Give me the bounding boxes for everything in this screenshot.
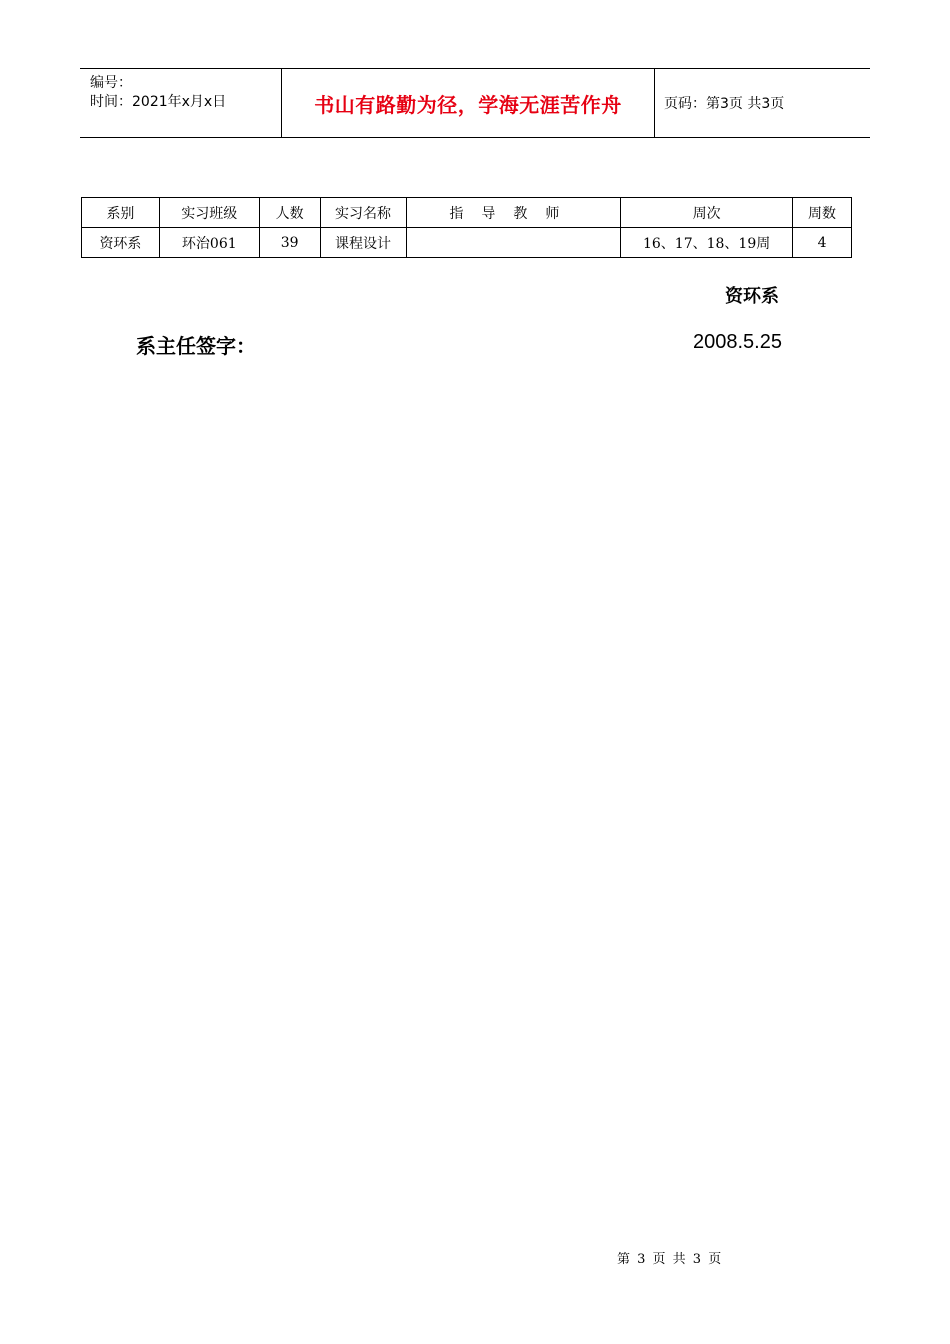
cell-teacher: [406, 228, 621, 258]
signature-date: 2008.5.25: [693, 331, 782, 353]
time-label: 时间：2021年x月x日: [90, 94, 227, 110]
col-header-weeks: 周次: [621, 198, 793, 228]
number-label: 编号：: [90, 75, 132, 91]
motto-text: 书山有路勤为径，学海无涯苦作舟: [314, 92, 622, 117]
header-motto-cell: [282, 69, 655, 137]
col-header-class: 实习班级: [159, 198, 259, 228]
cell-department: 资环系: [82, 228, 160, 258]
page-info: 页码：第3页 共3页: [664, 96, 785, 112]
cell-name: 课程设计: [320, 228, 406, 258]
col-header-week-count: 周数: [793, 198, 852, 228]
department-signature: 资环系: [725, 286, 779, 307]
col-header-teacher: 指导教师: [406, 198, 621, 228]
header-page-cell: [655, 69, 870, 137]
col-header-count: 人数: [259, 198, 320, 228]
internship-table: [81, 197, 852, 258]
cell-weeks: 16、17、18、19周: [621, 228, 793, 258]
col-header-name: 实习名称: [320, 198, 406, 228]
cell-week-count: 4: [793, 228, 852, 258]
page-footer: 第 3 页 共 3 页: [617, 1252, 722, 1267]
cell-count: 39: [259, 228, 320, 258]
table-header-row: [82, 198, 852, 228]
table-row: [82, 228, 852, 258]
cell-class: 环治061: [159, 228, 259, 258]
header-meta-cell: [80, 69, 282, 137]
col-header-department: 系别: [82, 198, 160, 228]
director-signature-label: 系主任签字：: [136, 334, 256, 358]
page-header: [80, 68, 870, 138]
